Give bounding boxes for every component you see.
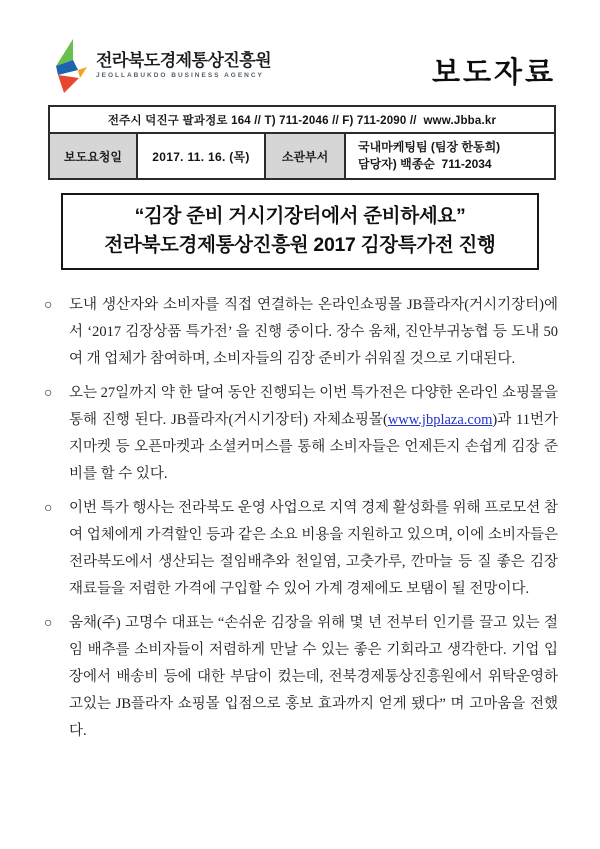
- paragraph-1: [44, 292, 558, 373]
- paragraph-3: [44, 495, 558, 603]
- header: [48, 36, 556, 96]
- info-row: [50, 134, 554, 178]
- headline-line-1: “김장 준비 거시기장터에서 준비하세요”: [134, 205, 466, 227]
- department-label: 소관부서: [266, 134, 346, 178]
- paragraph-4: [44, 610, 558, 745]
- department-value: [346, 134, 554, 178]
- request-date-label: 보도요청일: [50, 134, 138, 178]
- bullet-circle-icon: ○: [44, 616, 53, 631]
- paragraph-2: [44, 380, 558, 488]
- paragraph-2-text-after: )과 11번가지마켓 등 오픈마켓과 소셜커머스를 통해 소비자들은 언제든지 손쉽게 김장 준비를 할 수 있다.: [69, 412, 558, 482]
- agency-logo-icon: [48, 38, 88, 94]
- paragraph-2-text-before: 오는 27일까지 약 한 달여 동안 진행되는 이번 특가전은 다양한 온라인 쇼핑몰을 통해 진행 된다. JB플라자(거시기장터) 자체쇼핑몰(: [69, 385, 558, 428]
- headline-line-2: 전라북도경제통상진흥원 2017 김장특가전 진행: [104, 234, 496, 256]
- headline-box: [61, 193, 539, 270]
- org-name: 전라북도경제통상진흥원: [96, 51, 272, 70]
- article-body: [44, 292, 558, 745]
- contact-info-box: [48, 105, 556, 180]
- agency-logo: [48, 38, 271, 94]
- paragraph-3-text: 이번 특가 행사는 전라북도 운영 사업으로 지역 경제 활성화를 위해 프로모션 참여 업체에게 가격할인 등과 같은 소요 비용을 지원하고 있으며, 이에 소비자들은 전라북도에서 생산되는 절임배추와 천일염, 고춧가루, 깐마늘 등 질 좋은 김장 재료들을 저렴한 가격에 구입할 수 있어 가계 경제에도 보탬이 될 전망이다.: [69, 500, 558, 597]
- bullet-circle-icon: ○: [44, 386, 53, 401]
- document-type-title: 보도자료: [431, 56, 556, 89]
- bullet-circle-icon: ○: [44, 501, 53, 516]
- paragraph-4-text: 움채(주) 고명수 대표는 “손쉬운 김장을 위해 몇 년 전부터 인기를 끌고 있는 절임 배추를 소비자들이 저렴하게 만날 수 있는 좋은 기회라고 생각한다. 기업 입장에서 배송비 등에 대한 부담이 컸는데, 전북경제통상진흥원에서 위탁운영하고있는 JB플라자 쇼핑몰 입점으로 홍보 효과까지 얻게 됐다” 며 고마움을 전했다.: [69, 615, 558, 739]
- department-team: 국내마케팅팀 (팀장 한동희): [358, 140, 501, 154]
- paragraph-1-text: 도내 생산자와 소비자를 직접 연결하는 온라인쇼핑몰 JB플라자(거시기장터)에서 ‘2017 김장상품 특가전’ 을 진행 중이다. 장수 움채, 진안부귀농협 등 도내 50여 개 업체가 참여하며, 소비자들의 김장 준비가 쉬워질 것으로 기대된다.: [69, 297, 558, 367]
- bullet-circle-icon: ○: [44, 298, 53, 313]
- request-date-value: 2017. 11. 16. (목): [138, 134, 266, 178]
- jbplaza-link[interactable]: www.jbplaza.com: [387, 412, 493, 428]
- department-contact: 담당자) 백종순 711-2034: [358, 157, 492, 171]
- org-name-block: [96, 51, 271, 81]
- address-line: 전주시 덕진구 팔과정로 164 // T) 711-2046 // F) 711-2090 // www.Jbba.kr: [50, 107, 554, 134]
- org-name-english: JEOLLABUKDO BUSINESS AGENCY: [96, 72, 264, 79]
